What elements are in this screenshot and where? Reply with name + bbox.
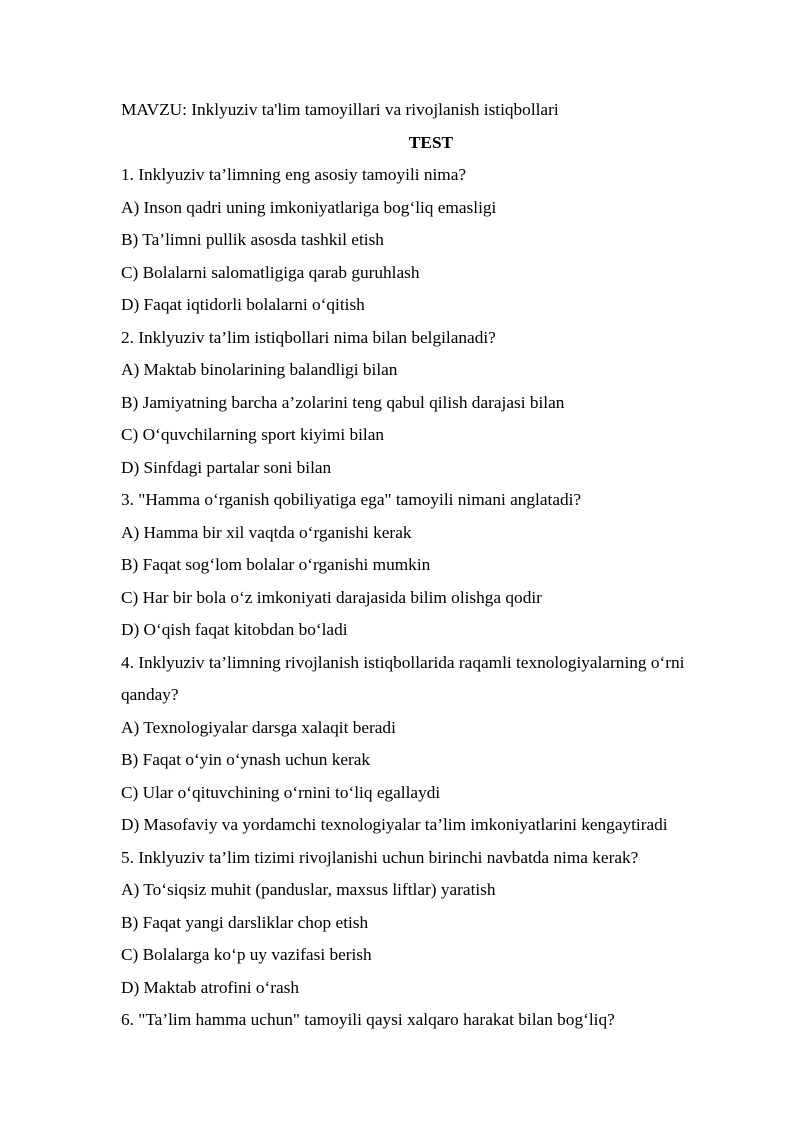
question-text: 6. "Ta’lim hamma uchun" tamoyili qaysi xalqaro harakat bilan bog‘liq?: [121, 1010, 615, 1029]
answer-option: C) Har bir bola o‘z imkoniyati darajasida bilim olishga qodir: [121, 587, 542, 607]
answer-option: B) Ta’limni pullik asosda tashkil etish: [121, 230, 384, 249]
answer-option: D) Sinfdagi partalar soni bilan: [121, 457, 332, 477]
question-text: 4. Inklyuziv ta’limning rivojlanish istiqbollarida raqamli texnologiyalarning o‘rni qanday?: [121, 652, 685, 704]
answer-option: A) To‘siqsiz muhit (panduslar, maxsus liftlar) yaratish: [121, 880, 496, 899]
answer-option: A) Texnologiyalar darsga xalaqit beradi: [121, 717, 396, 737]
answer-option: D) Masofaviy va yordamchi texnologiyalar ta’lim imkoniyatlarini kengaytiradi: [121, 815, 668, 834]
document-body: [121, 94, 741, 1037]
question-text: 2. Inklyuziv ta’lim istiqbollari nima bilan belgilanadi?: [121, 327, 496, 347]
document-heading: TEST: [408, 132, 454, 152]
question-text: 1. Inklyuziv ta’limning eng asosiy tamoyili nima?: [121, 165, 467, 184]
answer-option: B) Faqat sog‘lom bolalar o‘rganishi mumkin: [121, 555, 431, 574]
answer-option: D) Faqat iqtidorli bolalarni o‘qitish: [121, 295, 365, 314]
answer-option: D) O‘qish faqat kitobdan bo‘ladi: [121, 620, 348, 639]
answer-option: B) Faqat o‘yin o‘ynash uchun kerak: [121, 750, 371, 769]
answer-option: A) Hamma bir xil vaqtda o‘rganishi kerak: [121, 522, 412, 542]
answer-option: B) Jamiyatning barcha a’zolarini teng qabul qilish darajasi bilan: [121, 392, 565, 412]
question-text: 5. Inklyuziv ta’lim tizimi rivojlanishi uchun birinchi navbatda nima kerak?: [121, 847, 639, 867]
question-text: 3. "Hamma o‘rganish qobiliyatiga ega" tamoyili nimani anglatadi?: [121, 490, 582, 509]
answer-option: C) O‘quvchilarning sport kiyimi bilan: [121, 425, 385, 444]
answer-option: C) Ular o‘qituvchining o‘rnini to‘liq egallaydi: [121, 782, 441, 802]
answer-option: A) Inson qadri uning imkoniyatlariga bog‘liq emasligi: [121, 197, 497, 217]
answer-option: C) Bolalarni salomatligiga qarab guruhlash: [121, 262, 420, 282]
answer-option: B) Faqat yangi darsliklar chop etish: [121, 912, 369, 932]
answer-option: A) Maktab binolarining balandligi bilan: [121, 360, 398, 379]
document-topic: MAVZU: Inklyuziv ta'lim tamoyillari va rivojlanish istiqbollari: [121, 100, 559, 119]
answer-option: D) Maktab atrofini o‘rash: [121, 977, 300, 997]
answer-option: C) Bolalarga ko‘p uy vazifasi berish: [121, 945, 372, 964]
